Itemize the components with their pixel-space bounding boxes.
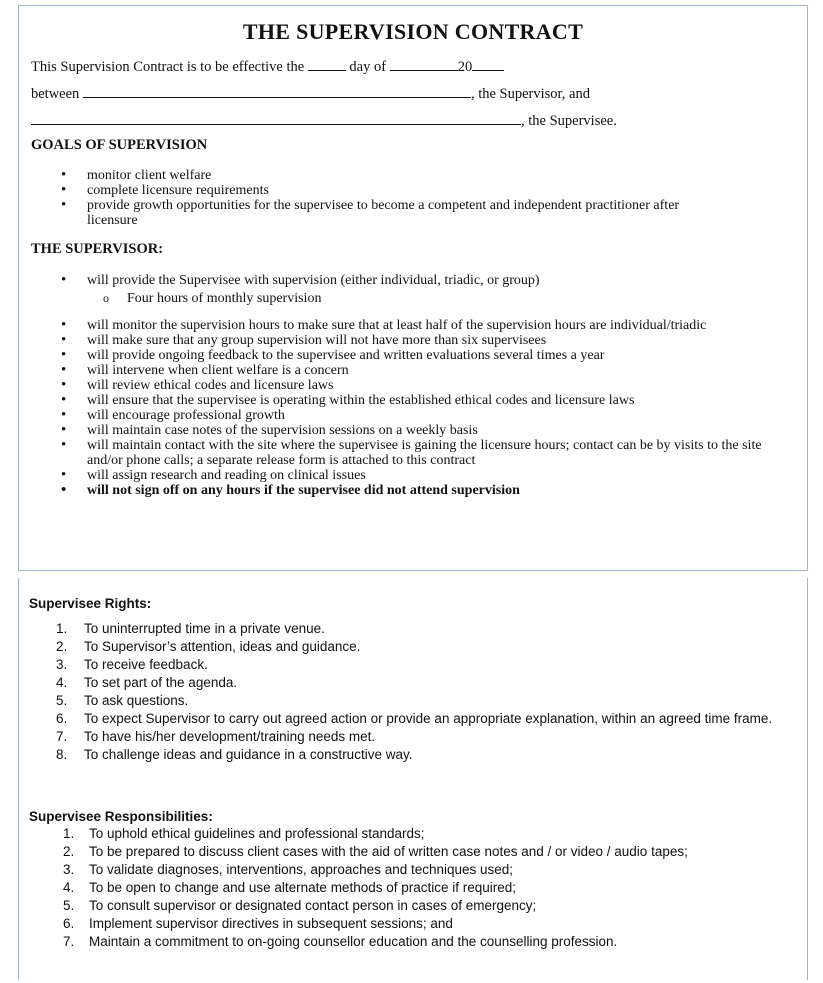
- list-item: [63, 843, 788, 861]
- list-item: [56, 692, 806, 710]
- list-item: • provide growth opportunities for the supervisee to become a competent and independent practitioner after licensure: [31, 198, 707, 228]
- goals-list: [31, 168, 791, 228]
- contract-title: THE SUPERVISION CONTRACT: [242, 19, 584, 44]
- item-text: To uninterrupted time in a private venue.: [84, 621, 325, 636]
- item-number: 4.: [56, 675, 68, 690]
- item-number: 3.: [56, 657, 68, 672]
- supervisee-name-blank[interactable]: [31, 111, 521, 125]
- item-text: To be prepared to discuss client cases with the aid of written case notes and / or video / audio tapes;: [89, 844, 688, 859]
- list-item: [56, 728, 806, 746]
- list-item: • will not sign off on any hours if the supervisee did not attend supervision: [31, 483, 786, 498]
- day-blank[interactable]: [308, 57, 346, 71]
- item-text: To validate diagnoses, interventions, approaches and techniques used;: [89, 862, 514, 877]
- item-number: 2.: [63, 844, 75, 859]
- day-of-label: day of: [349, 59, 387, 75]
- list-item: • will monitor the supervision hours to make sure that at least half of the supervision hours are individual/triadic: [31, 318, 727, 333]
- item-text: To set part of the agenda.: [84, 675, 238, 690]
- list-item: [63, 879, 788, 897]
- item-text: To challenge ideas and guidance in a constructive way.: [84, 747, 413, 762]
- year-blank[interactable]: [472, 57, 504, 71]
- item-text: Maintain a commitment to on-going counsellor education and the counselling profession.: [89, 934, 618, 949]
- list-item: • will ensure that the supervisee is operating within the established ethical codes and licensure laws: [31, 393, 747, 408]
- supervisee-line: [31, 111, 617, 130]
- list-item: • will review ethical codes and licensure laws: [31, 378, 786, 393]
- item-text: To uphold ethical guidelines and professional standards;: [89, 826, 425, 841]
- list-item: • will provide the Supervisee with supervision (either individual, triadic, or group): [31, 273, 791, 288]
- item-text: To receive feedback.: [84, 657, 208, 672]
- item-text: To be open to change and use alternate methods of practice if required;: [89, 880, 517, 895]
- month-blank[interactable]: [390, 57, 458, 71]
- item-text: To expect Supervisor to carry out agreed action or provide an appropriate explanation, within an agreed time frame.: [84, 711, 773, 726]
- list-item: [56, 746, 806, 764]
- list-item: [56, 620, 806, 638]
- list-item: [56, 710, 806, 728]
- supervisor-line: [31, 84, 590, 103]
- effective-prefix: This Supervision Contract is to be effective the: [31, 59, 305, 75]
- item-number: 7.: [56, 729, 68, 744]
- contract-panel: [18, 5, 808, 571]
- list-item: • will provide ongoing feedback to the supervisee and written evaluations several times a year: [31, 348, 787, 363]
- effective-date-line: [31, 57, 504, 76]
- item-number: 8.: [56, 747, 68, 762]
- item-number: 1.: [56, 621, 68, 636]
- item-text: To have his/her development/training needs met.: [84, 729, 376, 744]
- item-number: 4.: [63, 880, 75, 895]
- item-number: 3.: [63, 862, 75, 877]
- item-number: 1.: [63, 826, 75, 841]
- list-item: [63, 897, 788, 915]
- item-number: 6.: [56, 711, 68, 726]
- list-item: • will assign research and reading on clinical issues: [31, 468, 786, 483]
- sub-list-item: o Four hours of monthly supervision: [31, 291, 791, 306]
- supervisee-section: [18, 578, 808, 980]
- list-item: [56, 674, 806, 692]
- list-item: • will maintain case notes of the supervision sessions on a weekly basis: [31, 423, 786, 438]
- list-item: • will intervene when client welfare is a concern: [31, 363, 786, 378]
- item-number: 6.: [63, 916, 75, 931]
- supervisee-suffix: , the Supervisee.: [521, 113, 617, 129]
- list-item: [63, 915, 788, 933]
- item-number: 2.: [56, 639, 68, 654]
- list-item: [56, 656, 806, 674]
- list-item: [63, 825, 788, 843]
- item-text: To ask questions.: [84, 693, 189, 708]
- item-number: 7.: [63, 934, 75, 949]
- between-label: between: [31, 86, 80, 102]
- responsibilities-heading: Supervisee Responsibilities:: [29, 809, 213, 824]
- rights-heading: Supervisee Rights:: [29, 596, 152, 611]
- supervisor-list-b: [31, 318, 786, 498]
- list-item: • will maintain contact with the site where the supervisee is gaining the licensure hours; contact can be by visits to the site and/or phone calls; a separate release form is attached to this contract: [31, 438, 777, 468]
- goals-heading: GOALS OF SUPERVISION: [31, 137, 208, 153]
- item-text: To consult supervisor or designated contact person in cases of emergency;: [89, 898, 537, 913]
- supervisor-heading: THE SUPERVISOR:: [31, 241, 164, 257]
- supervisor-name-blank[interactable]: [83, 84, 471, 98]
- item-text: Implement supervisor directives in subsequent sessions; and: [89, 916, 453, 931]
- responsibilities-list: [63, 825, 788, 951]
- supervisor-suffix: , the Supervisor, and: [470, 86, 590, 102]
- rights-list: [56, 620, 806, 764]
- item-number: 5.: [56, 693, 68, 708]
- list-item: [63, 861, 788, 879]
- item-number: 5.: [63, 898, 75, 913]
- list-item: • will encourage professional growth: [31, 408, 786, 423]
- list-item: • will make sure that any group supervision will not have more than six supervisees: [31, 333, 786, 348]
- list-item: [63, 933, 788, 951]
- list-item: [56, 638, 806, 656]
- supervisor-list-a: [31, 273, 791, 306]
- year-prefix: 20: [457, 59, 473, 75]
- list-item: • monitor client welfare: [31, 168, 791, 183]
- item-text: To Supervisor’s attention, ideas and guidance.: [84, 639, 361, 654]
- list-item: • complete licensure requirements: [31, 183, 791, 198]
